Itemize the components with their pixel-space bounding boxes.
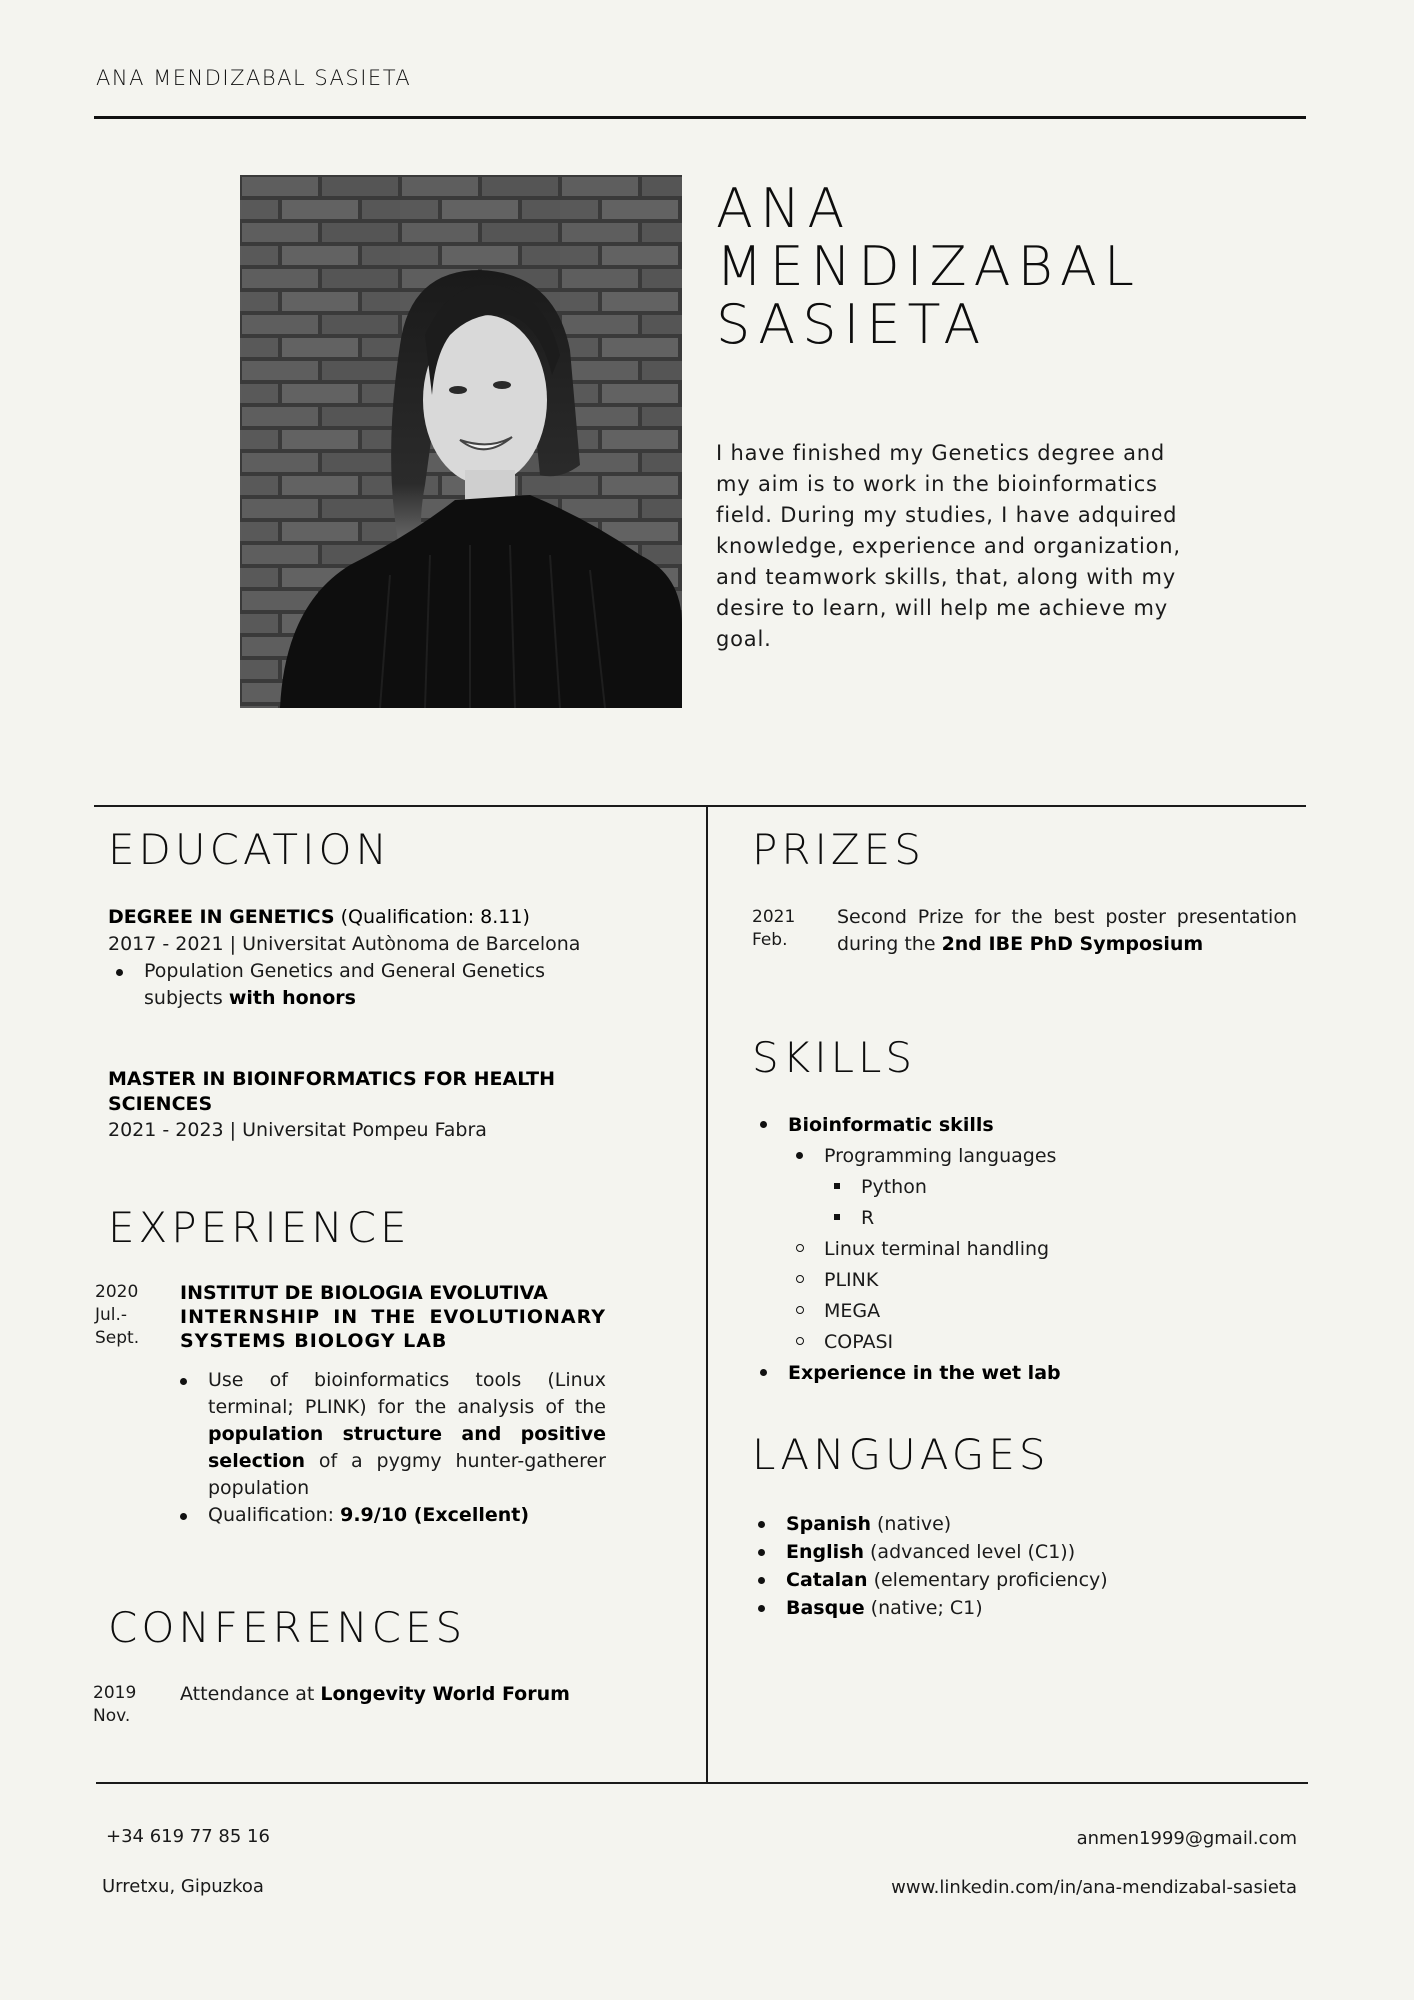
name-line-first: ANA bbox=[716, 177, 852, 240]
skill-sub: Linux terminal handling bbox=[824, 1234, 1268, 1265]
name-line-last: SASIETA bbox=[716, 293, 988, 356]
skill-sub: COPASI bbox=[824, 1327, 1268, 1358]
conferences-title: CONFERENCES bbox=[108, 1603, 467, 1652]
column-divider bbox=[706, 805, 708, 1784]
linkedin-link[interactable]: www.linkedin.com/in/ana-mendizabal-sasieta bbox=[891, 1877, 1297, 1898]
languages-list bbox=[786, 1510, 1266, 1622]
skill-sub: Programming languages bbox=[824, 1141, 1268, 1172]
degree-qualification: (Qualification: 8.11) bbox=[334, 906, 530, 928]
location: Urretxu, Gipuzkoa bbox=[102, 1876, 264, 1897]
conference-item: Attendance at Longevity World Forum bbox=[180, 1683, 570, 1705]
degree-name: DEGREE IN GENETICS bbox=[108, 906, 335, 928]
experience-role: INTERNSHIP IN THE EVOLUTIONARY SYSTEMS BIOLOGY LAB bbox=[180, 1306, 606, 1352]
education-title: EDUCATION bbox=[108, 825, 391, 874]
prizes-title: PRIZES bbox=[752, 825, 925, 874]
email-link[interactable]: anmen1999@gmail.com bbox=[1076, 1828, 1297, 1849]
header-divider bbox=[94, 116, 1306, 119]
skill-sub: MEGA bbox=[824, 1296, 1268, 1327]
experience-bullet: Use of bioinformatics tools (Linux terminal; PLINK) for the analysis of the population structure and positive selection of a pygmy hunter-gatherer population bbox=[208, 1367, 606, 1502]
experience-org: INSTITUT DE BIOLOGIA EVOLUTIVA bbox=[180, 1282, 548, 1304]
education-item-degree bbox=[108, 904, 606, 1012]
language-item: English (advanced level (C1)) bbox=[786, 1538, 1266, 1566]
skill-language: R bbox=[861, 1203, 1268, 1234]
prize-date: 2021 Feb. bbox=[752, 907, 796, 950]
experience-bullet: Qualification: 9.9/10 (Excellent) bbox=[208, 1502, 606, 1529]
master-name: MASTER IN BIOINFORMATICS FOR HEALTH SCIENCES bbox=[108, 1068, 556, 1115]
profile-photo bbox=[240, 175, 682, 708]
degree-bullet: Population Genetics and General Genetics subjects with honors bbox=[144, 958, 606, 1012]
skills-list bbox=[788, 1110, 1268, 1389]
portrait-image bbox=[240, 175, 682, 708]
name-line-middle: MENDIZABAL bbox=[716, 235, 1141, 298]
conference-date: 2019 Nov. bbox=[93, 1683, 137, 1726]
experience-item bbox=[180, 1281, 606, 1529]
language-item: Basque (native; C1) bbox=[786, 1594, 1266, 1622]
languages-title: LANGUAGES bbox=[752, 1430, 1050, 1479]
skill-language: Python bbox=[861, 1172, 1268, 1203]
skill-main: Bioinformatic skills bbox=[788, 1110, 1268, 1141]
experience-title: EXPERIENCE bbox=[108, 1203, 411, 1252]
degree-dates-place: 2017 - 2021 | Universitat Autònoma de Barcelona bbox=[108, 933, 581, 955]
phone-number[interactable]: +34 619 77 85 16 bbox=[106, 1826, 270, 1847]
header-name: ANA MENDIZABAL SASIETA bbox=[96, 66, 412, 90]
language-item: Spanish (native) bbox=[786, 1510, 1266, 1538]
section-divider-top bbox=[94, 805, 1306, 807]
full-name-heading bbox=[716, 177, 1141, 356]
honors-emphasis: with honors bbox=[228, 987, 356, 1009]
prize-item: Second Prize for the best poster presentation during the 2nd IBE PhD Symposium bbox=[837, 906, 1297, 955]
language-item: Catalan (elementary proficiency) bbox=[786, 1566, 1266, 1594]
master-dates-place: 2021 - 2023 | Universitat Pompeu Fabra bbox=[108, 1119, 487, 1141]
degree-bullets bbox=[108, 958, 606, 1012]
experience-bullets bbox=[180, 1367, 606, 1529]
skill-main: Experience in the wet lab bbox=[788, 1358, 1268, 1389]
experience-date: 2020 Jul.- Sept. bbox=[95, 1282, 140, 1348]
skills-title: SKILLS bbox=[752, 1033, 917, 1082]
degree-heading bbox=[108, 904, 606, 931]
profile-summary: I have finished my Genetics degree and my aim is to work in the bioinformatics field. During my studies, I have adquired knowledge, experience and organization, and teamwork skills, that, along with my desire to learn, will help me achieve my goal. bbox=[716, 441, 1181, 651]
skill-sub: PLINK bbox=[824, 1265, 1268, 1296]
education-item-master bbox=[108, 1067, 606, 1144]
footer-divider bbox=[96, 1782, 1308, 1784]
